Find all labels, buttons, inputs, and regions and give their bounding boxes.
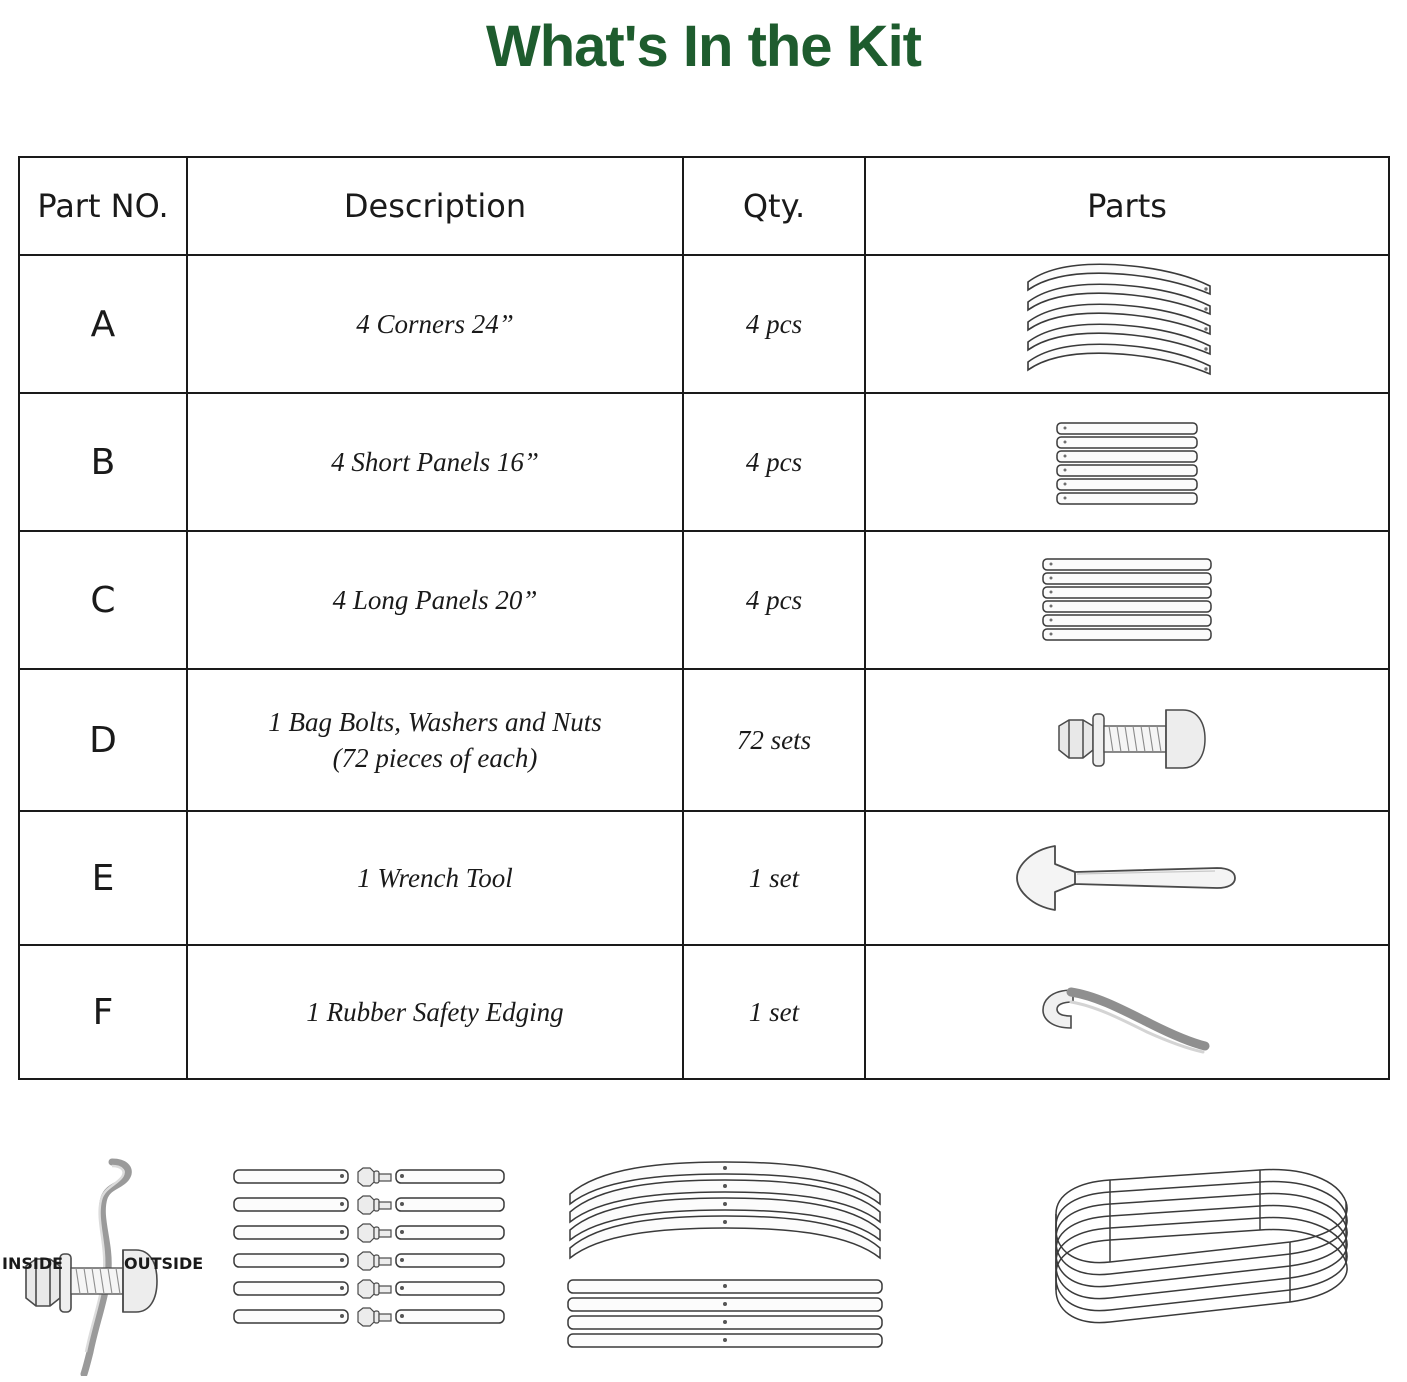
part-number-b: B [19,393,187,531]
part-qty-b: 4 pcs [683,393,865,531]
part-description-c: 4 Long Panels 20” [187,531,683,669]
table-row [19,255,1389,393]
part-description-b: 4 Short Panels 16” [187,393,683,531]
part-art-a [865,255,1389,393]
part-qty-f: 1 set [683,945,865,1079]
part-art-d [865,669,1389,811]
bolt-assembly-diagram [0,1146,220,1376]
part-qty-a: 4 pcs [683,255,865,393]
table-row [19,669,1389,811]
bottom-diagram-strip [0,1138,1407,1382]
part-description-d-line2: (72 pieces of each) [332,743,538,773]
table-row [19,811,1389,945]
table-row [19,945,1389,1079]
part-description-d-line1: 1 Bag Bolts, Washers and Nuts [268,706,602,737]
rubber-edging-icon [866,968,1388,1056]
part-description-d [187,669,683,811]
corner-panels-icon [866,260,1388,388]
label-inside: INSIDE [2,1254,64,1273]
part-number-c: C [19,531,187,669]
column-header-description: Description [187,157,683,255]
short-panels-icon [866,409,1388,515]
part-art-f [865,945,1389,1079]
part-number-e: E [19,811,187,945]
part-description-e: 1 Wrench Tool [187,811,683,945]
part-description-a: 4 Corners 24” [187,255,683,393]
label-outside: OUTSIDE [124,1254,204,1273]
bolt-washer-nut-icon [866,688,1388,792]
part-art-e [865,811,1389,945]
part-number-f: F [19,945,187,1079]
page-title: What's In the Kit [486,14,921,79]
panels-with-bolts-diagram [228,1156,508,1366]
column-header-qty: Qty. [683,157,865,255]
part-qty-e: 1 set [683,811,865,945]
part-description-f: 1 Rubber Safety Edging [187,945,683,1079]
assembled-bed-diagram [960,1158,1380,1363]
part-qty-d: 72 sets [683,669,865,811]
part-number-a: A [19,255,187,393]
table-header-row [19,157,1389,255]
table-row [19,393,1389,531]
part-art-b [865,393,1389,531]
corner-and-panel-stacks-diagram [560,1160,890,1360]
part-qty-c: 4 pcs [683,531,865,669]
part-number-d: D [19,669,187,811]
wrench-icon [866,834,1388,922]
column-header-part-no: Part NO. [19,157,187,255]
column-header-parts: Parts [865,157,1389,255]
part-art-c [865,531,1389,669]
table-row [19,531,1389,669]
kit-parts-table [18,156,1390,1080]
long-panels-icon [866,547,1388,653]
